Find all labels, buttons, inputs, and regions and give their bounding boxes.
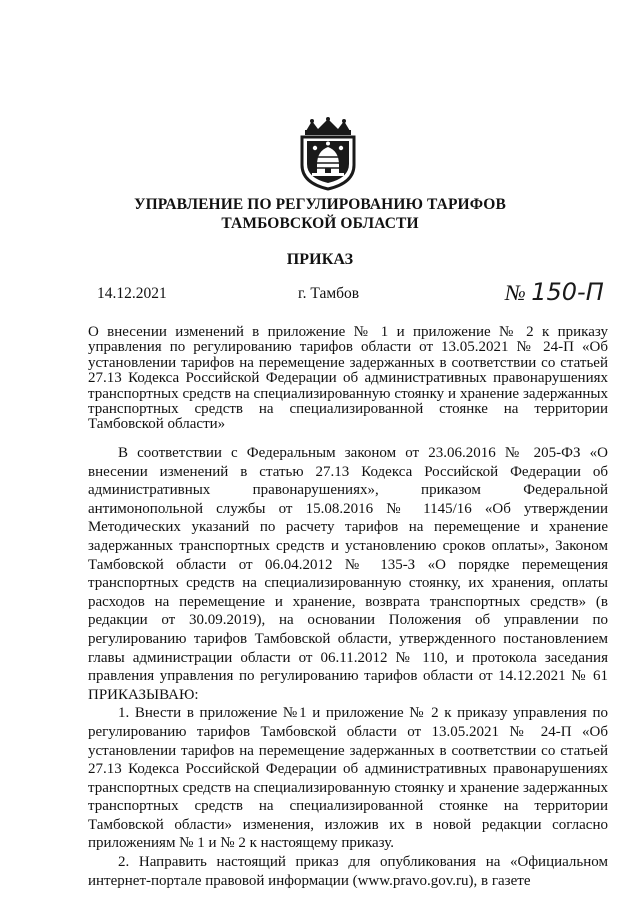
organization-name-line1: УПРАВЛЕНИЕ ПО РЕГУЛИРОВАНИЮ ТАРИФОВ <box>134 196 506 213</box>
document-date: 14.12.2021 <box>97 285 167 302</box>
organization-name <box>0 195 640 233</box>
preamble-paragraph: В соответствии с Федеральным законом от 23.06.2016 № 205-ФЗ «О внесении изменений в статью 27.13 Кодекса Российской Федерации об административных правонарушениях», приказом Федеральной антимонопольной службы от 15.08.2016 № 1145/16 «Об утверждении Методических указаний по расчету тарифов на перемещение и хранение задержанных транспортных средств и установлению сроков оплаты», Законом Тамбовской области от 06.04.2012 № 135-З «О порядке перемещения транспортных средств на специализированную стоянку, их хранения, оплаты расходов на перемещение и хранение, возврата транспортных средств» (в редакции от 30.09.2019), на основании Положения об управлении по регулированию тарифов Тамбовской области, утвержденного постановлением главы администрации области от 06.11.2012 № 110, и протокола заседания правления управления по регулированию тарифов области от 14.12.2021 № 61 ПРИКАЗЫВАЮ: <box>88 445 608 703</box>
document-subject: О внесении изменений в приложение № 1 и приложение № 2 к приказу управления по регулированию тарифов области от 13.05.2021 № 24-П «Об установлении тарифов на перемещение задержанных в соответствии со статьей 27.13 Кодекса Российской Федерации об административных правонарушениях транспортных средств на специализированную стоянку и хранение задержанных транспортных средств на специализированной стоянке на территории Тамбовской области» <box>88 324 608 433</box>
document-title: ПРИКАЗ <box>286 251 354 268</box>
document-city: г. Тамбов <box>298 285 360 302</box>
order-item-2: 2. Направить настоящий приказ для опубликования на «Официальном интернет-портале правовой информации (www.pravo.gov.ru), в газете <box>88 854 608 889</box>
organization-name-line2: ТАМБОВСКОЙ ОБЛАСТИ <box>221 215 419 232</box>
coat-of-arms-icon <box>292 117 364 191</box>
document-body <box>88 444 608 890</box>
handwritten-number: 150-П <box>531 278 604 306</box>
number-prefix: № <box>505 280 526 305</box>
order-item-1: 1. Внести в приложение №1 и приложение № 2 к приказу управления по регулированию тарифов Тамбовской области от 13.05.2021 № 24-П «Об установлении тарифов на перемещение задержанных в соответствии со статьей 27.13 Кодекса Российской Федерации об административных правонарушениях транспортных средств на специализированную стоянку и хранение задержанных транспортных средств на специализированной стоянке на территории Тамбовской области» изменения, изложив их в новой редакции согласно приложениям № 1 и № 2 к настоящему приказу. <box>88 705 608 852</box>
document-number <box>505 278 604 306</box>
